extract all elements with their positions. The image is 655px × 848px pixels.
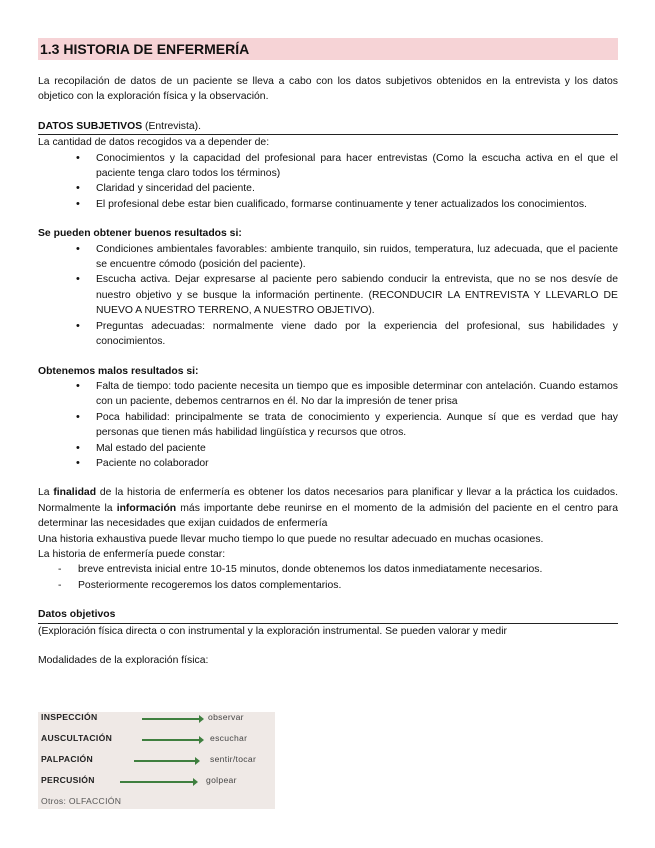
modalidad-palpacion: PALPACIÓN — [41, 754, 94, 764]
modalidad-resultado: observar — [208, 712, 244, 722]
malos-heading — [38, 364, 618, 379]
modalidad-resultado: escuchar — [210, 733, 248, 743]
subjetivos-lead: La cantidad de datos recogidos va a depender de: — [38, 137, 270, 149]
modalidad-percusion: PERCUSIÓN — [41, 775, 95, 785]
buenos-heading-text: Se pueden obtener buenos resultados si: — [38, 228, 242, 240]
objetivos-text: (Exploración física directa o con instrumental y la exploración instrumental. Se pueden valorar y medir — [38, 625, 507, 637]
malos-heading-text: Obtenemos malos resultados si: — [38, 365, 199, 377]
constar-list — [38, 562, 618, 593]
modalidades-heading: Modalidades de la exploración física: — [38, 655, 209, 666]
modalidad-resultado: sentir/tocar — [210, 754, 257, 764]
objetivos-heading-text: Datos objetivos — [38, 609, 116, 621]
informacion-bold: información — [116, 502, 177, 514]
historia-exhaustiva: Una historia exhaustiva puede llevar mucho tiempo lo que puede no resultar adecuado en muchas ocasiones. — [38, 533, 544, 545]
list-item: - Posteriormente recogeremos los datos complementarios. — [38, 578, 618, 593]
malos-list — [38, 379, 618, 471]
section-title: 1.3 HISTORIA DE ENFERMERÍA — [38, 38, 618, 60]
arrow-right-icon — [134, 760, 196, 762]
finalidad-paragraph — [38, 485, 618, 531]
list-item: • Mal estado del paciente — [38, 441, 618, 456]
finalidad-bold: finalidad — [53, 487, 97, 499]
list-item: • Paciente no colaborador — [38, 456, 618, 471]
intro-paragraph: La recopilación de datos de un paciente se lleva a cabo con los datos subjetivos obtenidos en la entrevista y los datos objetico con la exploración física y la observación. — [38, 76, 618, 103]
finalidad-text-c: de la historia de enfermería es obtener los datos necesarios para planificar y llevar a la práctica los cuidados. Normalmente la — [38, 487, 618, 514]
modalidad-auscultacion: AUSCULTACIÓN — [41, 733, 113, 743]
subjetivos-heading-bold: DATOS SUBJETIVOS — [38, 120, 143, 132]
subjetivos-heading-rest: (Entrevista). — [142, 120, 202, 132]
list-item: • Poca habilidad: principalmente se trata de conocimiento y experiencia. Aunque sí que es verdad que hay personas que tienen más habilidad lingüística y recursos que otros. — [38, 410, 618, 441]
finalidad-text-a: La — [38, 487, 54, 499]
list-item: • Escucha activa. Dejar expresarse al paciente pero sabiendo conducir la entrevista, que no se nos desvíe de nuestro objetivo y se busque la información pertinente. (RECONDUCIR LA ENTREVISTA Y LLEVARLO DE NUEVO A NUESTRO TERRENO, A NUESTRO OBJETIVO). — [38, 272, 618, 318]
list-item: • Claridad y sinceridad del paciente. — [38, 181, 618, 196]
finalidad-text-e: más importante debe reunirse en el momento de la admisión del paciente en el centro para determinar las necesidades que exijan cuidados de enfermería — [38, 502, 618, 530]
historia-constar: La historia de enfermería puede constar: — [38, 548, 226, 560]
list-item: • El profesional debe estar bien cualificado, formarse continuamente y tener actualizados los conocimientos. — [38, 197, 618, 212]
document-page — [38, 38, 618, 668]
buenos-heading — [38, 226, 618, 241]
list-item: • Condiciones ambientales favorables: ambiente tranquilo, sin ruidos, temperatura, luz adecuada, que el paciente se encuentre cómodo (posición del paciente). — [38, 242, 618, 273]
list-item: • Preguntas adecuadas: normalmente viene dado por la experiencia del profesional, sus habilidades y conocimientos. — [38, 319, 618, 350]
buenos-list — [38, 242, 618, 350]
arrow-right-icon — [142, 739, 200, 741]
subjetivos-list — [38, 151, 618, 213]
arrow-right-icon — [120, 781, 194, 783]
modalidad-resultado: golpear — [206, 775, 237, 785]
list-item: - breve entrevista inicial entre 10-15 minutos, donde obtenemos los datos inmediatamente necesarios. — [38, 562, 618, 577]
modalidades-figure — [38, 712, 275, 809]
arrow-right-icon — [142, 718, 200, 720]
list-item: • Conocimientos y la capacidad del profesional para hacer entrevistas (Como la escucha activa en el que el paciente tenga claro todos los términos) — [38, 151, 618, 182]
modalidad-otros: Otros: OLFACCIÓN — [41, 796, 122, 806]
modalidad-inspeccion: INSPECCIÓN — [41, 712, 98, 722]
objetivos-heading — [38, 607, 618, 623]
list-item: • Falta de tiempo: todo paciente necesita un tiempo que es imposible determinar con antelación. Cuando estamos con un paciente, debemos centrarnos en él. No dar la impresión de tener prisa — [38, 379, 618, 410]
subjetivos-heading — [38, 119, 618, 135]
